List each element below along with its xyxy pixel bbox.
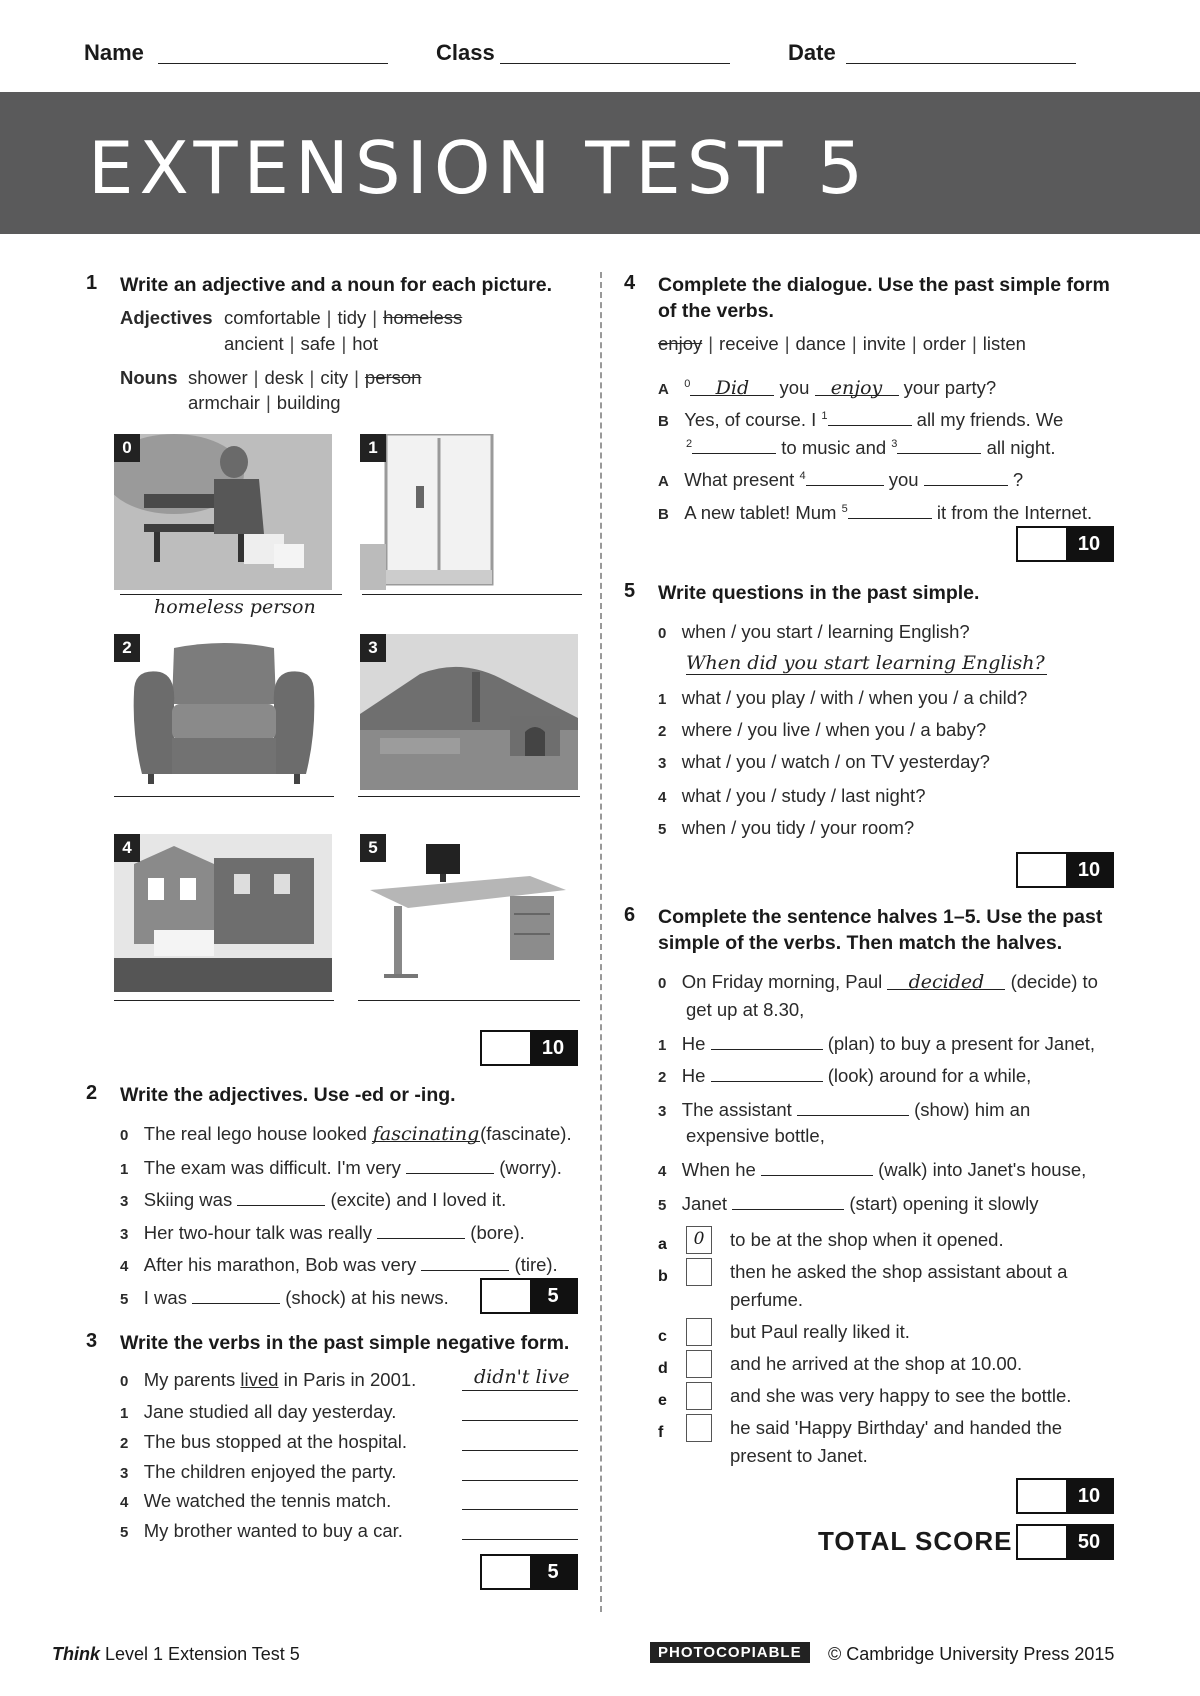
item-text: (walk) into Janet's house, [878, 1159, 1087, 1180]
match-box[interactable] [686, 1226, 712, 1254]
answer-blank[interactable] [421, 1251, 509, 1271]
q1-score: 10 [530, 1032, 576, 1064]
q4-line-a1 [658, 372, 996, 402]
column-divider [600, 272, 602, 1612]
picture-ancient-city [360, 634, 578, 790]
q2-title: Write the adjectives. Use -ed or -ing. [120, 1084, 456, 1106]
item-number: 5 [120, 1291, 129, 1308]
speaker: B [658, 413, 669, 431]
q6-item-3-cont: expensive bottle, [686, 1125, 825, 1146]
item-number: 3 [120, 1226, 129, 1243]
match-box-value [686, 1350, 712, 1378]
word: invite [862, 333, 906, 354]
match-box-value [686, 1318, 712, 1346]
gap-number: 3 [891, 438, 898, 450]
q5-score-box [1016, 852, 1114, 888]
q3-example-answer: didn't live [474, 1366, 570, 1388]
picture-shower [360, 434, 518, 590]
item-text: (start) opening it slowly [849, 1193, 1039, 1214]
word: safe [300, 333, 336, 354]
q2-example-answer: fascinating [372, 1123, 480, 1145]
q3-answer-line-1[interactable] [462, 1420, 578, 1421]
q1-answer-line-2[interactable] [114, 796, 334, 797]
item-text: it from the Internet. [936, 502, 1093, 524]
match-box[interactable] [686, 1318, 712, 1346]
item-text: On Friday morning, Paul [681, 971, 883, 992]
item-text: you [779, 377, 810, 399]
q6-number: 6 [624, 904, 636, 926]
q1-answer-line-3[interactable] [358, 796, 580, 797]
word: listen [982, 333, 1026, 354]
q2-item-5 [120, 1284, 449, 1312]
answer-blank[interactable] [237, 1186, 325, 1206]
q6-item-5 [658, 1190, 1039, 1218]
q4-line-b2 [658, 497, 1092, 527]
item-text: My parents [143, 1369, 241, 1390]
q1-answer-line-1[interactable] [362, 594, 582, 595]
q5-number: 5 [624, 580, 636, 602]
item-text: (excite) and I loved it. [330, 1189, 507, 1210]
q1-answer-line-0[interactable] [120, 594, 342, 595]
half-text-cont: present to Janet. [730, 1445, 868, 1466]
speaker: A [658, 473, 669, 491]
answer-blank[interactable] [761, 1156, 873, 1176]
word: desk [264, 367, 304, 388]
answer-blank[interactable] [192, 1284, 280, 1304]
q2-score-box [480, 1278, 578, 1314]
item-text: what / you play / with / when you / a child? [681, 687, 1028, 708]
answer-blank[interactable] [797, 1096, 909, 1116]
q3-number: 3 [86, 1330, 98, 1352]
half-text: but Paul really liked it. [730, 1321, 910, 1342]
q6-item-0-cont: get up at 8.30, [686, 999, 805, 1020]
item-text: (bore). [470, 1222, 525, 1243]
q5-item-5 [658, 816, 914, 842]
footer-left [52, 1644, 300, 1665]
picture-number: 1 [360, 434, 386, 462]
item-text: where / you live / when you / a baby? [681, 719, 987, 740]
item-text: what / you / study / last night? [681, 785, 926, 806]
q2-item-2 [120, 1186, 506, 1214]
half-text: he said 'Happy Birthday' and handed the [730, 1417, 1063, 1438]
q2-item-3 [120, 1219, 525, 1247]
item-text: What present [684, 469, 795, 491]
q3-score: 5 [530, 1556, 576, 1588]
item-number: 4 [658, 789, 667, 806]
q4-verb-list: enjoy | receive | dance | invite | order | listen [658, 333, 1026, 354]
q1-answer-line-5[interactable] [358, 1000, 580, 1001]
item-number: 3 [658, 1103, 667, 1120]
word: city [320, 367, 349, 388]
word: dance [795, 333, 846, 354]
word: shower [188, 367, 248, 388]
gap-number: 0 [684, 378, 691, 390]
item-text: your party? [903, 377, 997, 399]
q1-title: Write an adjective and a noun for each picture. [120, 274, 552, 296]
match-box-value: 0 [686, 1226, 712, 1254]
item-number: 0 [120, 1127, 129, 1144]
answer-blank[interactable] [732, 1190, 844, 1210]
item-text: (fascinate). [480, 1123, 572, 1144]
item-number: 4 [658, 1163, 667, 1180]
q1-number: 1 [86, 272, 98, 294]
item-number: 1 [658, 1037, 667, 1054]
gap-number: 4 [799, 470, 806, 482]
word: ancient [224, 333, 284, 354]
speaker: A [658, 381, 669, 399]
item-text: Jane studied all day yesterday. [143, 1401, 397, 1422]
answer-blank[interactable] [406, 1154, 494, 1174]
q3-item-4 [120, 1489, 391, 1515]
answer-blank[interactable] [377, 1219, 465, 1239]
q4-example-answer: Did [690, 376, 774, 396]
match-box[interactable] [686, 1350, 712, 1378]
item-text: The assistant [681, 1099, 792, 1120]
q4-title-line-2: of the verbs. [658, 300, 774, 322]
adjectives-row-1: comfortable | tidy | homeless [224, 307, 463, 328]
answer-blank[interactable] [806, 466, 884, 486]
item-number: 4 [120, 1494, 129, 1511]
name-field[interactable] [158, 42, 388, 64]
date-label: Date [788, 40, 836, 65]
q6-example-answer: decided [887, 970, 1005, 990]
half-text: and he arrived at the shop at 10.00. [730, 1353, 1023, 1374]
q2-item-4 [120, 1251, 558, 1279]
half-text: to be at the shop when it opened. [730, 1229, 1004, 1250]
q4-title-line-1: Complete the dialogue. Use the past simple form [658, 274, 1110, 296]
item-text: A new tablet! Mum [684, 502, 837, 524]
q5-item-3 [658, 750, 990, 776]
item-number: 0 [120, 1373, 129, 1390]
match-box-value [686, 1258, 712, 1286]
q3-answer-line-4[interactable] [462, 1509, 578, 1510]
q3-item-0 [120, 1368, 416, 1394]
half-letter: f [658, 1424, 664, 1441]
item-text: He [681, 1033, 706, 1054]
picture-number: 4 [114, 834, 140, 862]
total-score-box [1016, 1524, 1114, 1560]
q6-item-4 [658, 1156, 1086, 1184]
word: tidy [337, 307, 367, 328]
item-text: you [888, 469, 919, 491]
picture-homeless-person [114, 434, 332, 590]
date-field[interactable] [846, 42, 1076, 64]
q4-line-a2 [658, 464, 1023, 494]
q3-item-5 [120, 1519, 403, 1545]
page-title: EXTENSION TEST 5 [88, 126, 870, 210]
word: receive [719, 333, 779, 354]
item-text: (worry). [499, 1157, 562, 1178]
nouns-row-2: armchair | building [188, 392, 341, 413]
half-letter: b [658, 1268, 668, 1285]
half-letter: a [658, 1236, 667, 1253]
match-box-value [686, 1382, 712, 1410]
item-text: (show) him an [914, 1099, 1031, 1120]
match-box[interactable] [686, 1258, 712, 1286]
answer-blank[interactable] [897, 434, 981, 454]
q5-item-2 [658, 718, 986, 744]
item-text: The exam was difficult. I'm very [143, 1157, 401, 1178]
item-text: what / you / watch / on TV yesterday? [681, 751, 990, 772]
footer-level: Level 1 Extension Test 5 [105, 1644, 300, 1664]
picture-desk [360, 834, 578, 992]
copyright: © Cambridge University Press 2015 [828, 1644, 1115, 1664]
total-score: 50 [1066, 1526, 1112, 1558]
item-number: 1 [120, 1161, 129, 1178]
q6-score: 10 [1066, 1480, 1112, 1512]
nouns-row-1: shower | desk | city | person [188, 367, 422, 388]
q6-score-box [1016, 1478, 1114, 1514]
word-crossed: homeless [383, 307, 463, 328]
total-score-label: TOTAL SCORE [818, 1526, 1013, 1556]
item-text: (look) around for a while, [827, 1065, 1032, 1086]
gap-number: 2 [686, 438, 693, 450]
item-text: when / you tidy / your room? [681, 817, 915, 838]
item-text: (plan) to buy a present for Janet, [827, 1033, 1096, 1054]
item-text: I was [143, 1287, 187, 1308]
word: building [276, 392, 341, 413]
word-crossed: enjoy [658, 333, 703, 354]
picture-armchair [114, 634, 334, 790]
item-text: Skiing was [143, 1189, 233, 1210]
item-number: 3 [658, 755, 667, 772]
class-field[interactable] [500, 42, 730, 64]
item-number: 5 [658, 821, 667, 838]
item-text: (tire). [514, 1254, 558, 1275]
half-text: then he asked the shop assistant about a [730, 1261, 1068, 1282]
answer-blank[interactable] [924, 466, 1008, 486]
q5-title: Write questions in the past simple. [658, 582, 980, 604]
q6-item-1 [658, 1030, 1095, 1058]
half-letter: e [658, 1392, 667, 1409]
q3-item-1 [120, 1400, 396, 1426]
item-text: The children enjoyed the party. [143, 1461, 397, 1482]
item-text: The bus stopped at the hospital. [143, 1431, 408, 1452]
item-text: After his marathon, Bob was very [143, 1254, 417, 1275]
q5-score: 10 [1066, 854, 1112, 886]
q3-title: Write the verbs in the past simple negative form. [120, 1332, 570, 1354]
q4-score-box [1016, 526, 1114, 562]
answer-blank[interactable] [828, 406, 912, 426]
q3-answer-line-5[interactable] [462, 1539, 578, 1540]
q5-item-1 [658, 686, 1027, 712]
q2-score: 5 [530, 1280, 576, 1312]
word: hot [352, 333, 378, 354]
item-number: 3 [120, 1193, 129, 1210]
word: order [922, 333, 966, 354]
item-text: when / you start / learning English? [681, 621, 970, 642]
item-number: 4 [120, 1258, 129, 1275]
item-text: When he [681, 1159, 756, 1180]
item-text: in Paris in 2001. [278, 1369, 417, 1390]
q6-title-line-2: simple of the verbs. Then match the halves. [658, 932, 1063, 954]
picture-number: 0 [114, 434, 140, 462]
half-letter: d [658, 1360, 668, 1377]
q2-number: 2 [86, 1082, 98, 1104]
picture-building [114, 834, 332, 992]
brand-name: Think [52, 1644, 100, 1664]
answer-blank[interactable] [848, 499, 932, 519]
match-box[interactable] [686, 1414, 712, 1442]
item-text: (decide) to [1010, 971, 1098, 992]
q3-answer-line-0[interactable] [462, 1390, 578, 1391]
item-number: 2 [120, 1435, 129, 1452]
item-number: 5 [658, 1197, 667, 1214]
adjectives-label: Adjectives [120, 307, 213, 328]
q3-item-2 [120, 1430, 407, 1456]
answer-blank[interactable] [711, 1062, 823, 1082]
q3-answer-line-2[interactable] [462, 1450, 578, 1451]
picture-number: 5 [360, 834, 386, 862]
item-text: (shock) at his news. [285, 1287, 449, 1308]
q3-item-3 [120, 1460, 396, 1486]
item-number: 5 [120, 1524, 129, 1541]
item-number: 1 [658, 691, 667, 708]
q6-title-line-1: Complete the sentence halves 1–5. Use the past [658, 906, 1103, 928]
item-text: Her two-hour talk was really [143, 1222, 373, 1243]
q2-item-1 [120, 1154, 562, 1182]
word: comfortable [224, 307, 321, 328]
q1-answer-line-4[interactable] [114, 1000, 334, 1001]
match-box[interactable] [686, 1382, 712, 1410]
item-number: 0 [658, 625, 667, 642]
item-number: 2 [658, 1069, 667, 1086]
q5-example-answer: When did you start learning English? [686, 652, 1045, 674]
q6-item-3 [658, 1096, 1030, 1124]
q5-item-4 [658, 784, 925, 810]
word-crossed: person [364, 367, 422, 388]
item-number: 0 [658, 975, 667, 992]
item-text: ? [1012, 469, 1024, 491]
item-text: We watched the tennis match. [143, 1490, 392, 1511]
match-box-value [686, 1414, 712, 1442]
item-number: 1 [120, 1405, 129, 1422]
q3-answer-line-3[interactable] [462, 1480, 578, 1481]
q4-score: 10 [1066, 528, 1112, 560]
item-text: My brother wanted to buy a car. [143, 1520, 403, 1541]
half-text: and she was very happy to see the bottle. [730, 1385, 1072, 1406]
half-letter: c [658, 1328, 667, 1345]
q4-number: 4 [624, 272, 636, 294]
item-verb: lived [240, 1369, 279, 1390]
q1-score-box [480, 1030, 578, 1066]
speaker: B [658, 506, 669, 524]
q6-item-2 [658, 1062, 1031, 1090]
q3-score-box [480, 1554, 578, 1590]
picture-number: 3 [360, 634, 386, 662]
nouns-label: Nouns [120, 367, 178, 388]
q4-line-b1 [658, 404, 1063, 434]
item-text: to music and [781, 437, 887, 459]
word: armchair [188, 392, 260, 413]
q6-item-0 [658, 970, 1098, 996]
item-text: He [681, 1065, 706, 1086]
answer-blank[interactable] [711, 1030, 823, 1050]
q5-item-0 [658, 620, 970, 646]
item-text: all night. [986, 437, 1056, 459]
item-text: The real lego house looked [143, 1123, 367, 1144]
q4-example-answer: enjoy [815, 376, 899, 396]
adjectives-row-2: ancient | safe | hot [224, 333, 378, 354]
q2-item-0 [120, 1122, 572, 1148]
class-label: Class [436, 40, 495, 65]
q1-example-answer: homeless person [154, 596, 316, 618]
gap-number: 5 [841, 503, 848, 515]
title-banner [0, 92, 1200, 234]
name-label: Name [84, 40, 144, 65]
item-number: 3 [120, 1465, 129, 1482]
q4-line-b1-cont [686, 432, 1055, 460]
half-text-cont: perfume. [730, 1289, 804, 1310]
photocopiable-badge: PHOTOCOPIABLE [650, 1642, 810, 1663]
picture-number: 2 [114, 634, 140, 662]
item-text: all my friends. We [916, 409, 1064, 431]
item-text: Yes, of course. I [684, 409, 817, 431]
item-text: Janet [681, 1193, 728, 1214]
answer-blank[interactable] [692, 434, 776, 454]
gap-number: 1 [821, 410, 828, 422]
item-number: 2 [658, 723, 667, 740]
